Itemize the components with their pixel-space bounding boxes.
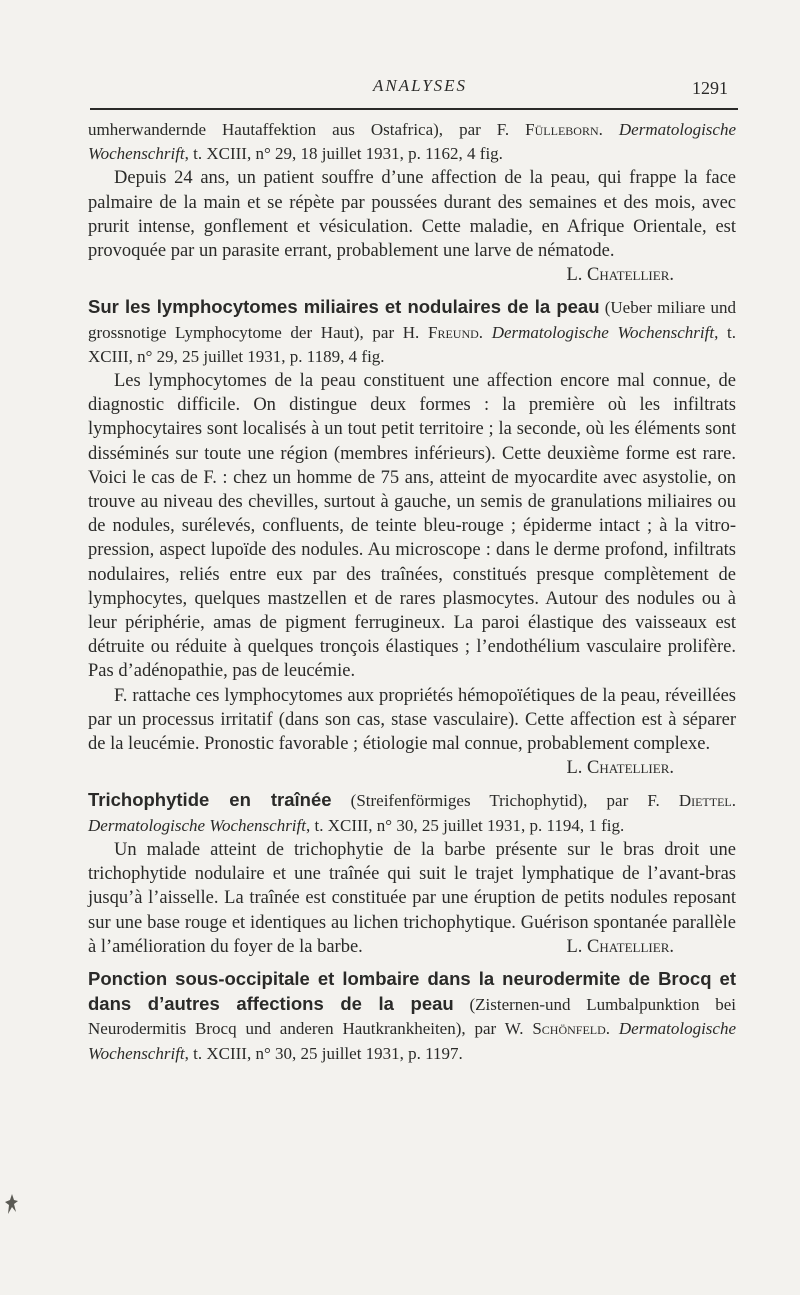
paragraph-text: Un malade atteint de trichophytie de la barbe présente sur le bras droit une trichophytide nodulaire et une traînée qui suit le trajet lymphatique de l’avant-bras jusqu’à l’aisselle. La traînée est constituée par une éruption de petits nodules reposant sur une base rouge et identiques au lichen trichophytique. Guérison spontanée parallèle à l’amélioration du foyer de la barbe. bbox=[88, 839, 736, 957]
reference-details: , t. XCIII, n° 30, 25 juillet 1931, p. 1197. bbox=[184, 1043, 463, 1063]
entry-paragraph: F. rattache ces lymphocytomes aux propriétés hémopoïétiques de la peau, réveillées par un processus irritatif (dans son cas, stase vasculaire). Cette affection est à séparer de la leucémie. Pronostic favorable ; étiologie mal connue, probablement complexe. bbox=[88, 685, 736, 755]
entry-paragraph bbox=[88, 838, 736, 959]
journal-name: Dermatologische Wochenschrift bbox=[88, 815, 306, 835]
entry-title: Sur les lymphocytomes miliaires et nodulaires de la peau bbox=[88, 296, 600, 318]
entry-schonfeld bbox=[88, 967, 736, 1066]
document-body bbox=[88, 118, 736, 1066]
entry-paragraph: Les lymphocytomes de la peau constituent une affection encore mal connue, de diagnostic difficile. On distingue deux formes : la première où les infiltrats lymphocytaires sont localisés à un tout petit territoire ; la seconde, où les éléments sont disséminés sur toute une région (membres inférieurs). Cette deuxième forme est rare. Voici le cas de F. : chez un homme de 75 ans, atteint de myocardite avec asystolie, on trouve au niveau des chevilles, surtout à gauche, un semis de granulations miliaires ou de nodules, surélevés, confluents, de teinte bleu-rouge ; épiderme intact ; à la vitro-pression, aspect lupoïde des nodules. Au microscope : dans le derme profond, infiltrats nodulaires, reliés entre eux par des traînées, constitués presque complètement de lymphocytes, quelques mastzellen et de rares plasmocytes. Autour des nodules ou à leur périphérie, amas de pigment ferrugineux. La paroi élastique des vaisseaux est détruite ou réduite à quelques tronçois élastiques ; l’endothélium vasculaire prolifère. Pas d’adénopathie, pas de leucémie. bbox=[88, 371, 736, 682]
running-title: ANALYSES bbox=[372, 76, 468, 95]
entry-fulleborn bbox=[88, 118, 736, 287]
author-name: Schönfeld bbox=[532, 1019, 606, 1039]
entry-paragraph: Depuis 24 ans, un patient souffre d’une affection de la peau, qui frappe la face palmaire de la main et se répète par poussées durant des semaines et des mois, avec prurit intense, gonflement et vésiculation. Cette maladie, en Afrique Orientale, est provoquée par un parasite errant, probablement une larve de nématode. bbox=[88, 168, 736, 262]
entry-title: Ponction sous-occipitale et lombaire dans la neurodermite de Brocq et dans d’autres affections de la peau bbox=[88, 967, 736, 1015]
entry-signature: L. Chatellier. bbox=[566, 265, 674, 286]
entry-signature: L. Chatellier. bbox=[566, 758, 674, 779]
reference-details: , t. XCIII, n° 29, 25 juillet 1931, p. 1189, 4 fig. bbox=[88, 322, 736, 366]
reference-text: umherwandernde Hautaffektion aus Ostafrica), par F. bbox=[88, 120, 526, 139]
entry-reference: umherwandernde Hautaffektion aus Ostafrica), par F. Fülleborn. Dermatologische Wochenschrift, t. XCIII, n° 29, 18 juillet 1931, p. 1162, 4 fig. bbox=[88, 120, 736, 164]
reference-text: (Zisternen-und Lumbalpunktion bei Neurodermitis Brocq und anderen Hautkrankheiten), par W. bbox=[88, 995, 736, 1039]
author-name: Fülleborn bbox=[525, 120, 599, 139]
reference-details: , t. XCIII, n° 30, 25 juillet 1931, p. 1194, 1 fig. bbox=[305, 815, 625, 835]
entry-title: Trichophytide en traînée bbox=[88, 789, 332, 811]
page-header bbox=[90, 74, 750, 98]
entry-diettel bbox=[88, 788, 736, 958]
author-name: Diettel bbox=[678, 791, 732, 811]
entry-freund bbox=[88, 295, 736, 780]
author-name: Freund bbox=[427, 322, 479, 342]
entry-reference: Ponction sous-occipitale et lombaire dans la neurodermite de Brocq et dans d’autres affections de la peau (Zisternen-und Lumbalpunktion bei Neurodermitis Brocq und anderen Hautkrankheiten), par W. Schönfeld. Dermatologische Wochenschrift, t. XCIII, n° 30, 25 juillet 1931, p. 1197. bbox=[88, 967, 736, 1063]
entry-signature: L. Chatellier. bbox=[566, 936, 674, 957]
margin-mark-icon bbox=[4, 1192, 20, 1216]
reference-text: (Ueber miliare und grossnotige Lymphocytome der Haut), par H. bbox=[88, 298, 736, 342]
journal-name: Dermatologische Wochenschrift bbox=[88, 1019, 736, 1063]
page-number: 1291 bbox=[692, 78, 728, 98]
entry-reference: Trichophytide en traînée (Streifenförmiges Trichophytid), par F. Diettel. Dermatologische Wochenschrift, t. XCIII, n° 30, 25 juillet 1931, p. 1194, 1 fig. bbox=[88, 789, 736, 835]
reference-text: (Streifenförmiges Trichophytid), par F. bbox=[331, 791, 679, 811]
entry-reference: Sur les lymphocytomes miliaires et nodulaires de la peau (Ueber miliare und grossnotige Lymphocytome der Haut), par H. Freund. Dermatologische Wochenschrift, t. XCIII, n° 29, 25 juillet 1931, p. 1189, 4 fig. bbox=[88, 296, 736, 366]
reference-details: , t. XCIII, n° 29, 18 juillet 1931, p. 1162, 4 fig. bbox=[184, 144, 503, 164]
journal-name: Dermatologische Wochenschrift bbox=[88, 120, 736, 164]
journal-name: Dermatologische Wochenschrift bbox=[491, 322, 715, 342]
header-rule bbox=[90, 108, 738, 110]
